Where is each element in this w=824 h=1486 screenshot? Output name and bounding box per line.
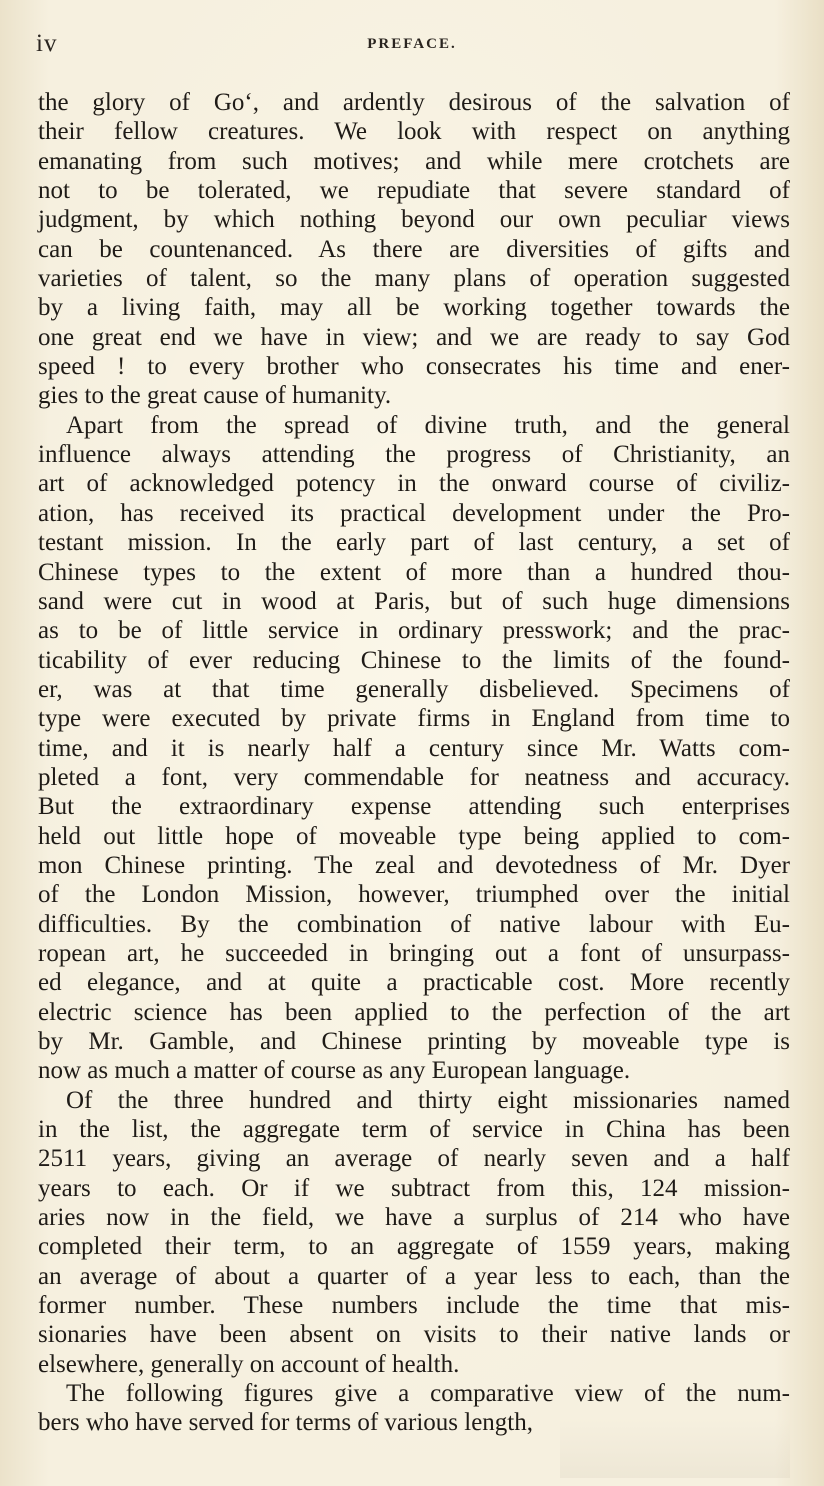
text-line: time, and it is nearly half a century since Mr. Watts com- xyxy=(38,734,790,762)
text-line: in the list, the aggregate term of service in China has been xyxy=(38,1116,790,1144)
running-head: PREFACE. xyxy=(367,36,457,52)
paragraph-end-line: bers who have served for terms of various length, xyxy=(38,1409,533,1437)
text-line: But the extraordinary expense attending such enterprises xyxy=(38,793,790,821)
text-line: their fellow creatures. We look with respect on anything xyxy=(38,118,790,146)
text-line: speed ! to every brother who consecrates his time and ener- xyxy=(38,353,790,381)
text-line: former number. These numbers include the time that mis- xyxy=(38,1292,790,1320)
text-line: ticability of ever reducing Chinese to the limits of the found- xyxy=(38,646,790,674)
text-line: the glory of Go‘, and ardently desirous of the salvation of xyxy=(38,89,790,116)
text-line: not to be tolerated, we repudiate that severe standard of xyxy=(38,177,790,205)
paragraph-start-line: Apart from the spread of divine truth, and the general xyxy=(66,411,790,439)
text-line: 2511 years, giving an average of nearly seven and a half xyxy=(38,1145,790,1173)
paragraph-end-line: elsewhere, generally on account of health. xyxy=(38,1350,460,1378)
text-line: type were executed by private firms in England from time to xyxy=(38,705,790,733)
page-number: iv xyxy=(36,30,58,57)
page-header xyxy=(34,30,790,60)
body-text xyxy=(38,88,790,1438)
paragraph-start-line: Of the three hundred and thirty eight missionaries named xyxy=(66,1086,790,1114)
text-line: years to each. Or if we subtract from this, 124 mission- xyxy=(38,1174,790,1202)
text-line: difficulties. By the combination of native labour with Eu- xyxy=(38,910,790,938)
text-line: of the London Mission, however, triumphed over the initial xyxy=(38,881,790,909)
text-line: judgment, by which nothing beyond our own peculiar views xyxy=(38,206,790,234)
text-line: an average of about a quarter of a year less to each, than the xyxy=(38,1262,790,1290)
text-line: er, was at that time generally disbelieved. Specimens of xyxy=(38,675,790,703)
text-line: electric science has been applied to the perfection of the art xyxy=(38,998,790,1026)
paragraph-start-line: The following figures give a comparative view of the num- xyxy=(66,1380,790,1408)
text-line: can be countenanced. As there are diversities of gifts and xyxy=(38,235,790,263)
paragraph-end-line: gies to the great cause of humanity. xyxy=(38,382,392,410)
text-line: art of acknowledged potency in the onward course of civiliz- xyxy=(38,470,790,498)
text-line: testant mission. In the early part of last century, a set of xyxy=(38,529,790,557)
text-line: mon Chinese printing. The zeal and devotedness of Mr. Dyer xyxy=(38,851,790,879)
text-line: by a living faith, may all be working together towards the xyxy=(38,294,790,322)
text-line: ation, has received its practical development under the Pro- xyxy=(38,499,790,527)
text-line: Chinese types to the extent of more than a hundred thou- xyxy=(38,558,790,586)
text-line: completed their term, to an aggregate of 1559 years, making xyxy=(38,1233,790,1261)
text-line: as to be of little service in ordinary presswork; and the prac- xyxy=(38,617,790,645)
text-line: sionaries have been absent on visits to their native lands or xyxy=(38,1321,790,1349)
text-line: influence always attending the progress of Christianity, an xyxy=(38,441,790,469)
text-line: aries now in the field, we have a surplus of 214 who have xyxy=(38,1204,790,1232)
text-line: held out little hope of moveable type being applied to com- xyxy=(38,822,790,850)
text-line: ed elegance, and at quite a practicable cost. More recently xyxy=(38,969,790,997)
text-line: emanating from such motives; and while mere crotchets are xyxy=(38,147,790,175)
text-line: ropean art, he succeeded in bringing out a font of unsurpass- xyxy=(38,939,790,967)
text-line: one great end we have in view; and we are ready to say God xyxy=(38,323,790,351)
text-line: sand were cut in wood at Paris, but of such huge dimensions xyxy=(38,587,790,615)
text-line: pleted a font, very commendable for neatness and accuracy. xyxy=(38,763,790,791)
text-line: varieties of talent, so the many plans of operation suggested xyxy=(38,265,790,293)
text-line: by Mr. Gamble, and Chinese printing by moveable type is xyxy=(38,1028,790,1055)
paragraph-end-line: now as much a matter of course as any European language. xyxy=(38,1057,631,1085)
